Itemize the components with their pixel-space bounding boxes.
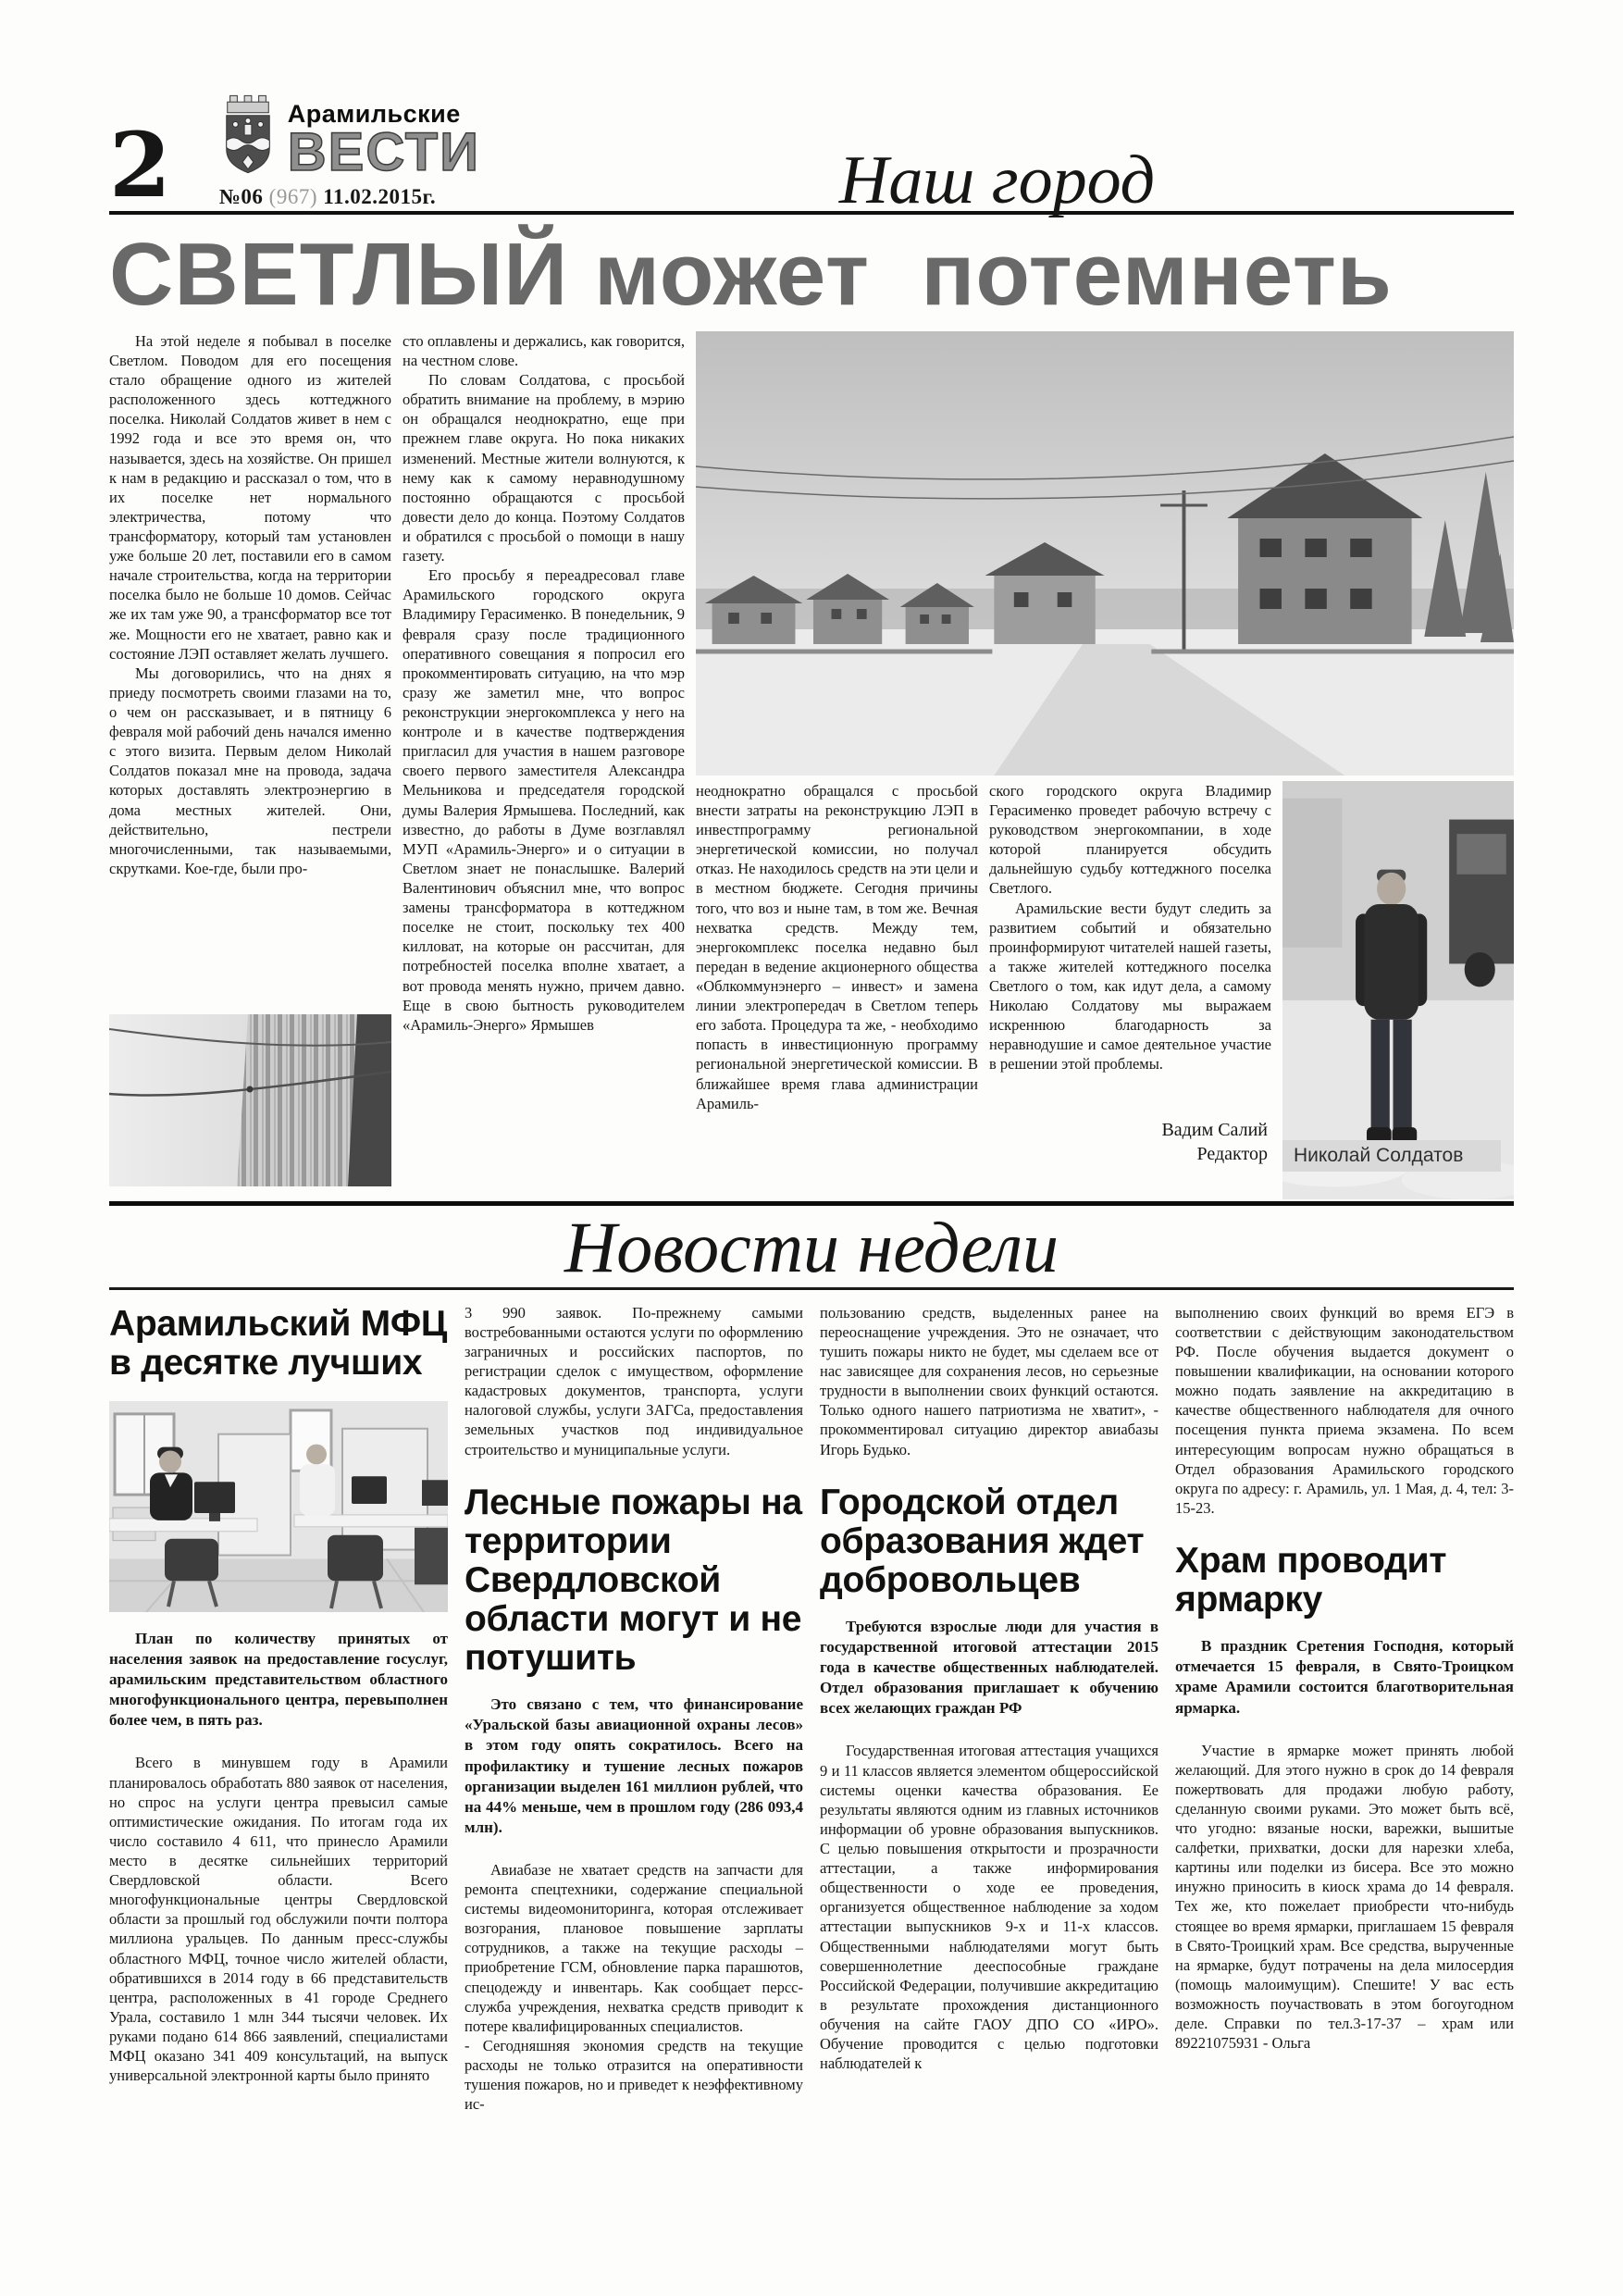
lead-article-right-block: [696, 331, 1514, 1199]
news-headline-mfc: Арамильский МФЦ в десятке лучших: [109, 1303, 448, 1383]
lead-article: [109, 331, 1514, 1199]
news-body-mfc: [109, 1753, 448, 2085]
news-body-education: [820, 1741, 1158, 2073]
news-body-fires: [465, 1860, 803, 2114]
masthead: [109, 72, 1514, 218]
paragraph: Его просьбу я переадресовал главе Арамильского городского округа Владимиру Герасименко. В понедельник, 9 февраля сразу после традиционного оперативного совещания я попросил его прокомментировать ситуацию, на что мэр сразу же заметил мне, что вопрос реконструкции энергокомплекса у него на контроле и в качестве подтверждения пригласил для участия в нашем разговоре своего первого заместителя Александра Мельникова и председателя городской думы Валерия Ярмышева. Последний, как известно, до работы в Думе возглавлял МУП «Арамиль-Энерго» и о ситуации в Светлом знает не понаслышке. Валерий Валентинович объяснил мне, что вопрос замены трансформатора в коттеджном поселке не стоит, поскольку тех 400 килловат, на которые он рассчитан, для потребностей поселка вполне хватает, а вот провода менять нужно, причем давно. Еще в свою бытность руководителем «Арамиль-Энерго» Ярмышев: [403, 566, 685, 1034]
paragraph: Государственная итоговая аттестация учащихся 9 и 11 классов является элементом общероссийской системы оценки качества образования. Ее результаты являются одним из главных источников информации об уровне образования выпускников. С целью повышения открытости и прозрачности аттестации, а также информирования общественности о ходе ее проведения, организуется общественное наблюдение за ходом аттестации выпускников 9-х и 11-х классов. Общественными наблюдателями могут быть совершеннолетние дееспособные граждане Российской Федерации, получившие аккредитацию в результате прохождения дистанционного обучения на сайте ГАОУ ДПО СО «ИРО». Обучение проводится с целью подготовки наблюдателей к: [820, 1742, 1158, 2073]
section-title: Наш город: [838, 143, 1156, 218]
column-text: [989, 781, 1271, 1074]
column-text: [109, 331, 391, 878]
issue-line: [219, 185, 480, 209]
news-continuation: [820, 1303, 1158, 1459]
issue-number: №06: [218, 185, 264, 208]
section-divider: [109, 1201, 1514, 1206]
brand-name-top: Арамильские: [287, 99, 461, 128]
paragraph: Мы договорились, что на днях я приеду посмотреть своими глазами на то, о чем он рассказывает, и в пятницу 6 февраля мой рабочий день начался именно с этого визита. Первым делом Николай Солдатов показал мне на провода, задача которых доставлять электроэнергию в дома местных жителей. Они, действительно, пестрели многочисленными, так называемыми, скрутками. Кое-где, были про-: [109, 664, 391, 877]
news-lead-fires: Это связано с тем, что финансирование «Уральской базы авиационной охраны лесов» в этом году опять сократилось. Всего на профилактику и тушение лесных пожаров организации выделен 161 миллион рублей, что на 44% меньше, чем в прошлом году (286 093,4 млн).: [465, 1695, 803, 1836]
brand-names: [287, 99, 480, 182]
news-column-education: [820, 1303, 1158, 2270]
byline-role: Редактор: [1196, 1143, 1268, 1164]
paragraph: Арамильские вести будут следить за развитием событий и обязательно проинформируют читателей нашей газеты, а также жителей коттеджного поселка Светлого о том, как идут дела, а самому Николаю Солдатову мы выражаем искреннюю благодарность за неравнодушие и самое деятельное участие в решении этой проблемы.: [989, 899, 1271, 1074]
news-lead-mfc: План по количеству принятых от населения заявок на предоставление госуслуг, арамильским представительством областного многофункционального центра, перевыполнен более чем, в пять раз.: [109, 1630, 448, 1730]
section-divider-thin: [109, 1287, 1514, 1290]
portrait-photo: [1282, 781, 1514, 1199]
paragraph: По словам Солдатова, с просьбой обратить внимание на проблему, в мэрию он обращался неоднократно, еще при прежнем главе округа. Но пока никаких изменений. Местные жители волнуются, к нему как к самому неравнодушному постоянно обращаются с просьбой довести дело до конца. Поэтому Солдатов и обратился с просьбой о помощи в нашу газету.: [403, 371, 685, 565]
byline: [989, 1118, 1271, 1199]
news-lead-church: В праздник Сретения Господня, который отмечается 15 февраля, в Свято-Троицком храме Арамили состоится благотворительная ярмарка.: [1175, 1637, 1514, 1717]
news-continuation: [1175, 1303, 1514, 1518]
coat-of-arms-icon: [219, 93, 277, 178]
paragraph: Участие в ярмарке может принять любой желающий. Для этого нужно в срок до 14 февраля пожертвовать для продажи любую работу, сделанную своими руками. Это может быть всё, что угодно: вязаные носки, варежки, вышитые салфетки, прихватки, доски для нарезки хлеба, картины или поделки из бисера. Все это можно инужно приносить в киоск храма до 14 февраля. Тех же, кто пожелает приобрести что-нибудь стоящее во время ярмарки, приглашаем 15 февраля в Свято-Троицкий храм. Все средства, вырученные на ярмарке, будут потрачены на дела милосердия (помощь малоимущим). Спешите! У вас есть возможность поучаствовать в этом богоугодном деле. Справки по тел.3-17-37 – храм или 89221075931 - Ольга: [1175, 1741, 1514, 2053]
news-headline-fires: Лесные пожары на территории Свердловской области могут и не потушить: [465, 1482, 802, 1679]
column-text: [403, 331, 685, 1035]
paragraph: Авиабазе не хватает средств на запчасти для ремонта спецтехники, содержание специальной системы видеомониторинга, которая отслеживает возгорания, плановое повышение зарплаты сотрудников, а также на текущие расходы – приобретение ГСМ, обновление парка парашютов, спецодежду и инвентарь. Как сообщает персс-служба учреждения, нехватка средств приводит к потере квалифицированных специалистов.: [465, 1860, 803, 2035]
lead-article-column-2: [403, 331, 685, 1199]
byline-author: Вадим Салий: [1161, 1119, 1268, 1140]
paragraph: Всего в минувшем году в Арамили планировалось обработать 880 заявок от населения, но спрос на услуги центра превысил самые оптимистические ожидания. По итогам года их число составило 4 611, что принесло Арамили место в десятке сильнейших территорий Свердловской области. Всего многофункциональные центры Свердловской области за прошлый год обслужили почти полтора миллиона уральцев. По данным пресс-службы областного МФЦ, точное число жителей области, обратившихся в 2014 году в 66 представительств центра, расположенных в 41 городе Среднего Урала, составило 1 млн 344 тысячи человек. Их руками подано 614 866 заявлений, специалистами МФЦ оказано 341 409 консультаций, на выпуск универсальной электронной карты было принято: [109, 1754, 448, 2085]
issue-date: 11.02.2015г.: [323, 185, 437, 208]
paragraph: - Сегодняшняя экономия средств на текущие расходы не только отразится на оперативности тушения пожаров, но и приведет к неэффективному ис-: [465, 2036, 803, 2114]
lead-article-column-3: [696, 781, 978, 1199]
issue-serial: (967): [268, 185, 317, 208]
paragraph: сто оплавлены и держались, как говорится, на честном слове.: [403, 331, 685, 370]
paragraph: ского городского округа Владимир Герасименко проведет рабочую встречу с руководством энергокомпании, в ходе которой планируется обсудить дальнейшую судьбу коттеджного поселка Светлого.: [989, 781, 1271, 898]
column-text: [696, 781, 978, 1113]
news-section: [109, 1303, 1514, 2270]
village-photo: [696, 331, 1514, 776]
news-column-mfc: [109, 1303, 448, 2270]
brand-logo-row: [219, 93, 480, 182]
news-column-church: [1175, 1303, 1514, 2270]
news-column-fires: [465, 1303, 803, 2270]
lead-article-lower-row: [696, 781, 1514, 1199]
news-body-church: [1175, 1741, 1514, 2054]
news-lead-education: Требуются взрослые люди для участия в государственной итоговой аттестации 2015 года в качестве общественных наблюдателей. Отдел образования приглашает к обучению всех желающих граждан РФ: [820, 1618, 1158, 1718]
news-headline-education: Городской отдел образования ждет добровольцев: [820, 1482, 1145, 1600]
paragraph: 3 990 заявок. По-прежнему самыми востребованными остаются услуги по оформлению заграничных и российских паспортов, по регистрации сделок с имуществом, оформление кадастровых документов, транспорта, услуги налоговой службы, услуги ЗАГСа, предоставления земельных участков под индивидуальное строительство и муниципальные услуги.: [465, 1303, 803, 1458]
wires-photo: [109, 1014, 391, 1186]
paragraph: пользованию средств, выделенных ранее на переоснащение учреждения. Это не означает, что тушить пожары никто не будет, мы сделаем все от нас зависящее для сохранения лесов, но серьезные трудности в выполнении своих функций остаются. Только одного нашего патриотизма не хватит», - прокомментировал ситуацию директор авиабазы Игорь Будько.: [820, 1303, 1158, 1458]
page-number: 2: [109, 113, 171, 218]
newspaper-brand: [219, 93, 480, 209]
office-photo: [109, 1401, 448, 1612]
paragraph: выполнению своих функций во время ЕГЭ в соответствии с действующим законодательством РФ. После обучения выдается документ о повышении квалификации, на основании которого можно подать заявление на аккредитацию в качестве общественного наблюдателя для очного посещения пункта приема экзамена. По всем интересующим вопросам нужно обращаться в Отдел образования Арамильского городского округа по адресу: г. Арамиль, ул. 1 Мая, д. 4, тел: 3-15-23.: [1175, 1303, 1514, 1517]
news-headline-church: Храм проводит ярмарку: [1175, 1541, 1447, 1620]
photo-caption: Николай Солдатов: [1282, 1140, 1501, 1172]
lead-headline: СВЕТЛЫЙ может потемнеть: [109, 225, 1393, 324]
news-continuation: [465, 1303, 803, 1459]
paragraph: На этой неделе я побывал в поселке Светлом. Поводом для его посещения стало обращение одного из жителей расположенного здесь коттеджного поселка. Николай Солдатов живет в нем с 1992 года и все это время он, что называется, здесь на хозяйстве. Он пришел к нам в редакцию и рассказал о том, что в их поселке нет нормального электричества, потому что трансформатору, который там установлен уже больше 20 лет, поставили его в самом начале строительства, когда на территории поселка было не больше 10 домов. Сейчас же их там уже 90, а трансформатор все тот же. Мощности его не хватает, равно как и состояние ЛЭП оставляет желать лучшего.: [109, 331, 391, 663]
lead-article-column-1: [109, 331, 391, 1199]
lead-article-column-4: [989, 781, 1271, 1199]
paragraph: неоднократно обращался с просьбой внести затраты на реконструкцию ЛЭП в инвестпрограмму региональной энергетической комиссии, но получал отказ. Не находилось средств на эти цели и в местном бюджете. Сегодня причины того, что воз и ныне там, в том же. Вечная нехватка средств. Между тем, энергокомплекс поселка недавно был передан в ведение акционерного общества «Облкоммунэнерго – инвест» и замена линии электропередач в Светлом теперь его забота. Процедура та же, - необходимо попасть в инвестиционную программу региональной энергетической комиссии. В ближайшее время глава администрации Арамиль-: [696, 781, 978, 1112]
brand-name-bottom: ВЕСТИ: [287, 121, 480, 182]
news-section-title: Новости недели: [564, 1206, 1059, 1287]
